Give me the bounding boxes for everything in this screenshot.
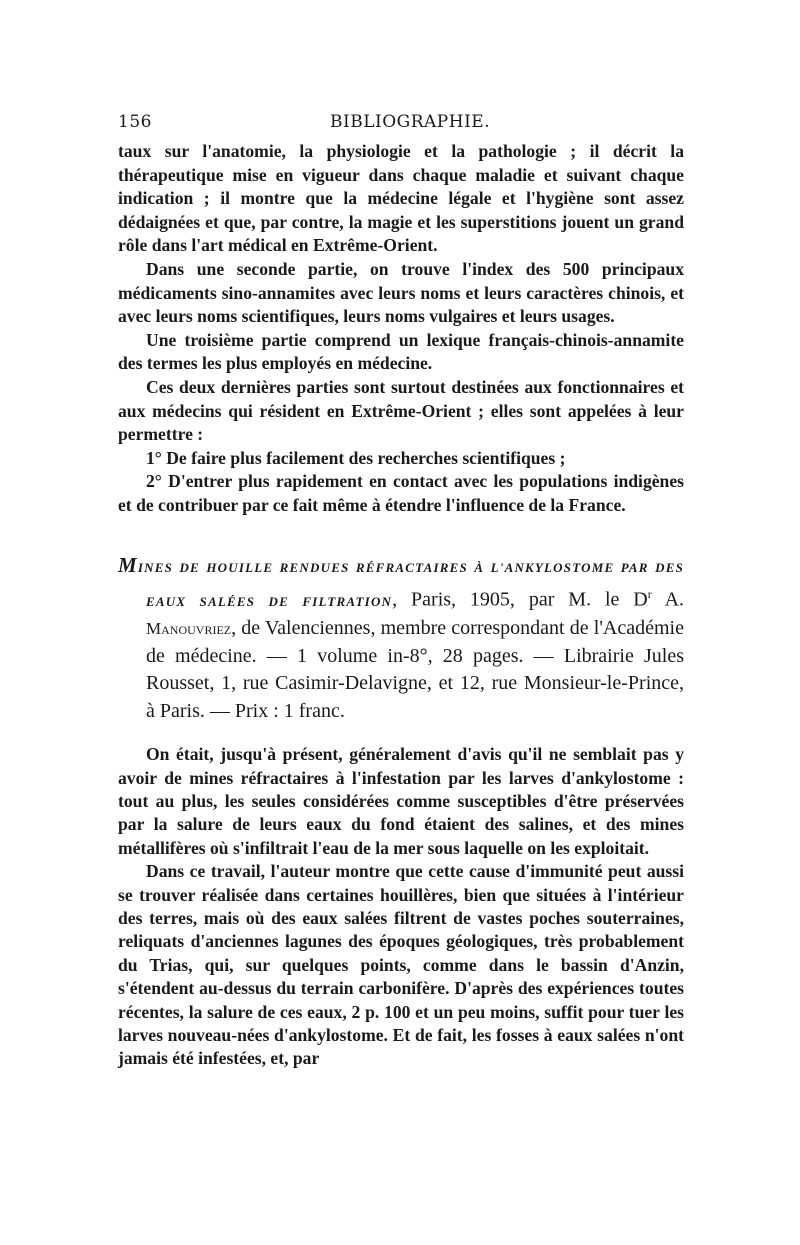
entry-dr-superscript: r xyxy=(647,587,652,601)
page xyxy=(118,112,684,1071)
paragraph: On était, jusqu'à présent, généralement d'avis qu'il ne semblait pas y avoir de mines réfractaires à l'infestation par les larves d'ankylostome : tout au plus, les seules considérées comme susceptibles d'être préservées par la salure de leurs eaux du fond étaient des salines, et des mines métallifères où s'infiltrait l'eau de la mer sous laquelle on les exploitait. xyxy=(118,744,684,858)
entry-title-initial: M xyxy=(118,552,138,577)
section-2 xyxy=(118,743,684,1071)
paragraph: Dans ce travail, l'auteur montre que cette cause d'immunité peut aussi se trouver réalisée dans certaines houillères, bien que situées à l'intérieur des terres, mais où des eaux salées filtrent de vastes poches souterraines, reliquats d'anciennes lagunes des époques géologiques, très probablement du Trias, qui, sur quelques points, comme dans le bassin d'Anzin, s'étendent au-dessus du terrain carbonifère. D'après des expériences toutes récentes, la salure de ces eaux, 2 p. 100 et un peu moins, suffit pour tuer les larves nouveau-nées d'ankylostome. Et de fait, les fosses à eaux salées n'ont jamais été infestées, et, par xyxy=(118,861,684,1069)
entry-author-initial: A. xyxy=(651,588,685,611)
entry-author-name: Manouvriez xyxy=(146,619,232,639)
paragraph: Ces deux dernières parties sont surtout destinées aux fonctionnaires et aux médecins qui résident en Extrême-Orient ; elles sont appelées à leur permettre : xyxy=(118,376,684,445)
section-1 xyxy=(118,140,684,518)
entry-place-year: , Paris, 1905, par M. le D xyxy=(392,588,648,611)
entry-title-rest: INES DE HOUILLE RENDUES RÉFRACTAIRES À L'ANKYLOSTOME PAR DES EAUX SALÉES DE FILTRATION xyxy=(137,559,684,609)
page-number: 156 xyxy=(118,112,152,132)
bibliography-entry xyxy=(118,552,684,726)
paragraph: taux sur l'anatomie, la physiologie et la pathologie ; il décrit la thérapeutique mise en vigueur dans chaque maladie et suivant chaque indication ; il montre que la médecine légale et l'hygiène sont assez dédaignées et que, par contre, la magie et les superstitions jouent un grand rôle dans l'art médical en Extrême-Orient. xyxy=(118,141,684,256)
list-item: 2° D'entrer plus rapidement en contact avec les populations indigènes et de contribuer par ce fait même à étendre l'influence de la France. xyxy=(118,471,684,515)
paragraph: Dans une seconde partie, on trouve l'index des 500 principaux médicaments sino-annamites avec leurs noms et leurs caractères chinois, et avec leurs noms scientifiques, leurs noms vulgaires et leurs usages. xyxy=(118,258,684,327)
paragraph: Une troisième partie comprend un lexique français-chinois-annamite des termes les plus employés en médecine. xyxy=(118,329,684,374)
entry-details: , de Valenciennes, membre correspondant de l'Académie de médecine. — 1 volume in-8°, 28 pages. — Librairie Jules Rousset, 1, rue Casimir-Delavigne, et 12, rue Monsieur-le-Prince, à Paris. — Prix : 1 franc. xyxy=(146,617,684,722)
running-title: BIBLIOGRAPHIE. xyxy=(330,112,491,132)
running-head xyxy=(118,112,684,140)
list-item: 1° De faire plus facilement des recherches scientifiques ; xyxy=(146,447,566,468)
